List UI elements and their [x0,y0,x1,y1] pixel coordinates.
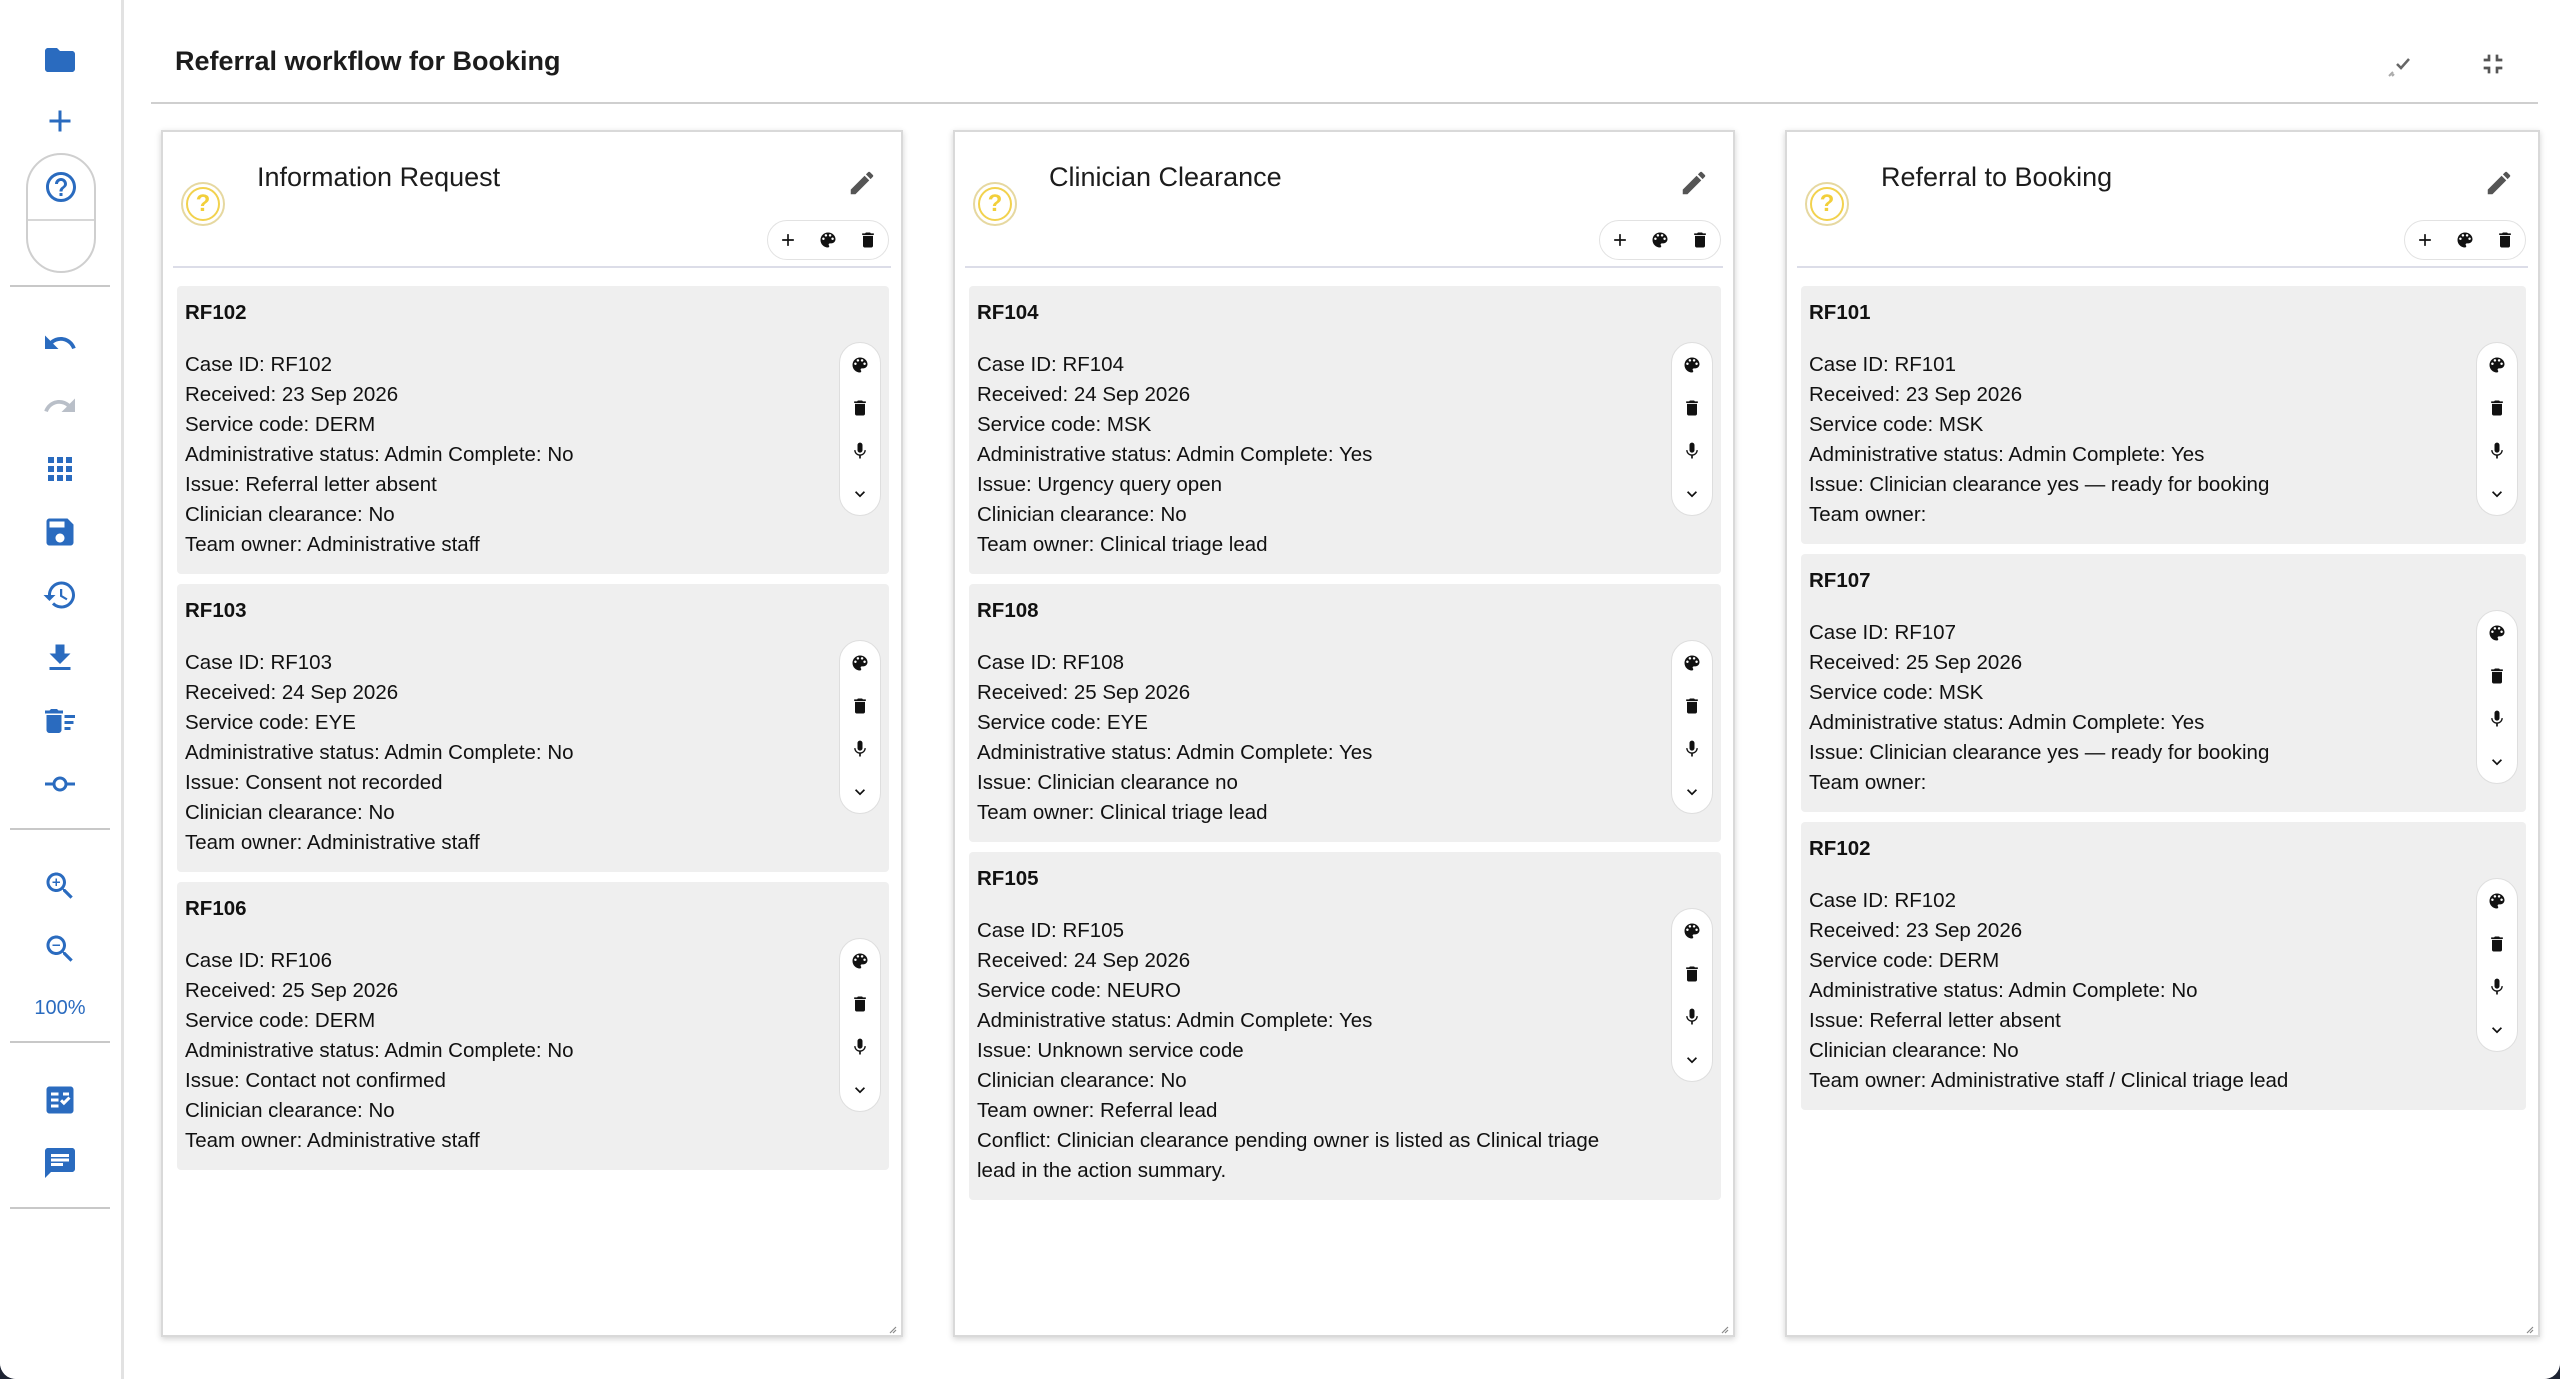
microphone-icon[interactable] [840,1025,880,1068]
card-field: Case ID: RF102 [185,353,332,376]
card-field: Received: 25 Sep 2026 [977,681,1191,704]
column-title: Information Request [257,162,501,192]
card-tools [1671,342,1713,516]
column-actions [2404,220,2526,260]
add-card-icon[interactable] [768,221,808,259]
card-field: Administrative status: Admin Complete: Yes [1809,443,2205,466]
zoom-out-icon[interactable] [36,925,84,973]
resize-handle-icon[interactable] [1719,1321,1729,1331]
resize-handle-icon[interactable] [2524,1321,2534,1331]
card-field: Issue: Clinician clearance no [977,771,1238,794]
delete-card-icon[interactable] [1672,952,1712,995]
card-list [969,286,1721,1210]
palette-icon[interactable] [2445,221,2485,259]
card-field: Administrative status: Admin Complete: Yes [977,443,1373,466]
card-field: Issue: Clinician clearance yes — ready for booking [1809,473,2270,496]
palette-icon[interactable] [840,641,880,684]
status-symbol: ? [1810,187,1844,221]
checklist-icon[interactable] [36,1076,84,1124]
zoom-level: 100% [34,997,86,1019]
card-field: Administrative status: Admin Complete: No [1809,979,2198,1002]
card-field: Issue: Referral letter absent [185,473,437,496]
card-list [1801,286,2526,1120]
delete-card-icon[interactable] [840,386,880,429]
chevron-down-icon[interactable] [1672,770,1712,813]
edit-icon[interactable] [847,168,877,198]
help-icon[interactable] [28,155,94,221]
card-field: Service code: MSK [977,413,1152,436]
card-field: Team owner: [1809,771,1927,794]
column-header [1787,132,2538,268]
commit-icon[interactable] [36,760,84,808]
card[interactable] [177,584,889,872]
delete-column-icon[interactable] [2485,221,2525,259]
palette-icon[interactable] [1672,343,1712,386]
card-list [177,286,889,1180]
collapse-icon[interactable] [2477,48,2509,80]
card-tools [1671,908,1713,1082]
delete-card-icon[interactable] [2477,654,2517,697]
card-field: Issue: Consent not recorded [185,771,443,794]
palette-icon[interactable] [1640,221,1680,259]
comment-icon[interactable] [36,1139,84,1187]
folder-icon[interactable] [36,36,84,84]
add-card-icon[interactable] [2405,221,2445,259]
page-title: Referral workflow for Booking [175,46,561,76]
palette-icon[interactable] [840,343,880,386]
card-field: Received: 25 Sep 2026 [185,979,399,1002]
card-field: Received: 23 Sep 2026 [185,383,399,406]
palette-icon[interactable] [808,221,848,259]
toolbar-divider [10,1041,110,1043]
card-field: Received: 25 Sep 2026 [1809,651,2023,674]
microphone-icon[interactable] [1672,995,1712,1038]
toolbar-divider [10,1207,110,1209]
title-divider [151,102,2538,104]
status-question-icon[interactable] [973,182,1017,226]
card-field: Administrative status: Admin Complete: Yes [977,741,1373,764]
card-field: Clinician clearance: No [185,503,395,526]
edit-icon[interactable] [2484,168,2514,198]
card-field: Team owner: Administrative staff / Clinical triage lead [1809,1069,2289,1092]
card[interactable] [1801,554,2526,812]
card-field: Team owner: Clinical triage lead [977,801,1268,824]
grid-icon[interactable] [36,445,84,493]
check-icon[interactable] [2383,48,2415,80]
card-field: Case ID: RF106 [185,949,332,972]
card-id: RF101 [1809,301,1871,324]
card[interactable] [1801,286,2526,544]
card-field: Case ID: RF104 [977,353,1124,376]
delete-card-icon[interactable] [2477,922,2517,965]
card[interactable] [969,852,1721,1200]
card-field: Clinician clearance: No [977,503,1187,526]
card-id: RF108 [977,599,1039,622]
card-field: Service code: DERM [185,413,376,436]
card-field: Service code: EYE [185,711,356,734]
card[interactable] [969,584,1721,842]
microphone-icon[interactable] [840,429,880,472]
microphone-icon[interactable] [1672,727,1712,770]
column-actions [767,220,889,260]
toolbar-divider [10,285,110,287]
card-field: Service code: MSK [1809,413,1984,436]
card-field: Case ID: RF108 [977,651,1124,674]
card-field: Issue: Contact not confirmed [185,1069,446,1092]
card-field: Team owner: Referral lead [977,1099,1218,1122]
card-field: Conflict: Clinician clearance pending owner is listed as Clinical triage lead in the action summary. [977,1129,1600,1182]
card-field: Administrative status: Admin Complete: Yes [977,1009,1373,1032]
card-field: Received: 24 Sep 2026 [977,949,1191,972]
card[interactable] [1801,822,2526,1110]
card-field: Administrative status: Admin Complete: No [185,443,574,466]
palette-icon[interactable] [2477,611,2517,654]
card-field: Team owner: Administrative staff [185,533,480,556]
column-divider [173,266,891,268]
card-field: Service code: EYE [977,711,1148,734]
delete-card-icon[interactable] [2477,386,2517,429]
column-divider [1797,266,2528,268]
card-field: Service code: DERM [185,1009,376,1032]
column-divider [965,266,1723,268]
delete-card-icon[interactable] [840,982,880,1025]
toolbar-divider [10,828,110,830]
card-field: Issue: Referral letter absent [1809,1009,2061,1032]
card-field: Case ID: RF101 [1809,353,1956,376]
card-field: Service code: DERM [1809,949,2000,972]
status-symbol: ? [186,187,220,221]
card-field: Administrative status: Admin Complete: No [185,741,574,764]
column [1785,130,2540,1337]
palette-icon[interactable] [2477,343,2517,386]
card-field: Received: 24 Sep 2026 [977,383,1191,406]
microphone-icon[interactable] [2477,965,2517,1008]
delete-column-icon[interactable] [1680,221,1720,259]
delete-sweep-icon[interactable] [36,697,84,745]
column [953,130,1735,1337]
delete-card-icon[interactable] [1672,386,1712,429]
card-id: RF103 [185,599,247,622]
card-field: Clinician clearance: No [185,1099,395,1122]
card-tools [839,938,881,1112]
card-field: Case ID: RF103 [185,651,332,674]
chevron-down-icon[interactable] [1672,1038,1712,1081]
download-icon[interactable] [36,634,84,682]
chevron-down-icon[interactable] [840,472,880,515]
card-id: RF107 [1809,569,1871,592]
column-header [163,132,901,268]
card-field: Administrative status: Admin Complete: Yes [1809,711,2205,734]
chevron-down-icon[interactable] [2477,740,2517,783]
microphone-icon[interactable] [2477,429,2517,472]
card[interactable] [177,286,889,574]
card-field: Clinician clearance: No [1809,1039,2019,1062]
delete-column-icon[interactable] [848,221,888,259]
card-tools [2476,342,2518,516]
card-field: Case ID: RF105 [977,919,1124,942]
card-tools [839,640,881,814]
card-field: Team owner: Clinical triage lead [977,533,1268,556]
card-tools [839,342,881,516]
chevron-down-icon[interactable] [840,770,880,813]
palette-icon[interactable] [1672,641,1712,684]
delete-card-icon[interactable] [1672,684,1712,727]
card-field: Team owner: Administrative staff [185,1129,480,1152]
card-field: Service code: MSK [1809,681,1984,704]
redo-icon[interactable] [36,382,84,430]
card[interactable] [969,286,1721,574]
card-id: RF104 [977,301,1039,324]
left-toolbar [0,0,124,1379]
help-toggle[interactable] [26,153,96,273]
status-question-icon[interactable] [181,182,225,226]
card-field: Administrative status: Admin Complete: No [185,1039,574,1062]
add-icon[interactable] [36,97,84,145]
resize-handle-icon[interactable] [887,1321,897,1331]
save-icon[interactable] [36,508,84,556]
card-field: Received: 24 Sep 2026 [185,681,399,704]
card-tools [2476,878,2518,1052]
card-field: Clinician clearance: No [977,1069,1187,1092]
undo-icon[interactable] [36,319,84,367]
card-id: RF106 [185,897,247,920]
card-field: Team owner: [1809,503,1927,526]
card-tools [1671,640,1713,814]
chevron-down-icon[interactable] [2477,1008,2517,1051]
column-title: Referral to Booking [1881,162,2113,192]
card-field: Service code: NEURO [977,979,1181,1002]
column [161,130,903,1337]
card-tools [2476,610,2518,784]
card-id: RF102 [185,301,247,324]
card-field: Case ID: RF107 [1809,621,1956,644]
status-question-icon[interactable] [1805,182,1849,226]
zoom-in-icon[interactable] [36,862,84,910]
status-symbol: ? [978,187,1012,221]
history-icon[interactable] [36,571,84,619]
chevron-down-icon[interactable] [1672,472,1712,515]
delete-card-icon[interactable] [840,684,880,727]
card-field: Case ID: RF102 [1809,889,1956,912]
palette-icon[interactable] [2477,879,2517,922]
add-card-icon[interactable] [1600,221,1640,259]
card-field: Clinician clearance: No [185,801,395,824]
palette-icon[interactable] [840,939,880,982]
card-field: Received: 23 Sep 2026 [1809,383,2023,406]
card-id: RF105 [977,867,1039,890]
column-actions [1599,220,1721,260]
chevron-down-icon[interactable] [840,1068,880,1111]
card-field: Issue: Unknown service code [977,1039,1244,1062]
card-field: Issue: Clinician clearance yes — ready for booking [1809,741,2270,764]
card-id: RF102 [1809,837,1871,860]
microphone-icon[interactable] [2477,697,2517,740]
card[interactable] [177,882,889,1170]
column-header [955,132,1733,268]
column-title: Clinician Clearance [1049,162,1282,192]
card-field: Received: 23 Sep 2026 [1809,919,2023,942]
card-field: Team owner: Administrative staff [185,831,480,854]
card-field: Issue: Urgency query open [977,473,1222,496]
chevron-down-icon[interactable] [2477,472,2517,515]
board-panel [127,0,2560,1379]
microphone-icon[interactable] [1672,429,1712,472]
microphone-icon[interactable] [840,727,880,770]
edit-icon[interactable] [1679,168,1709,198]
palette-icon[interactable] [1672,909,1712,952]
